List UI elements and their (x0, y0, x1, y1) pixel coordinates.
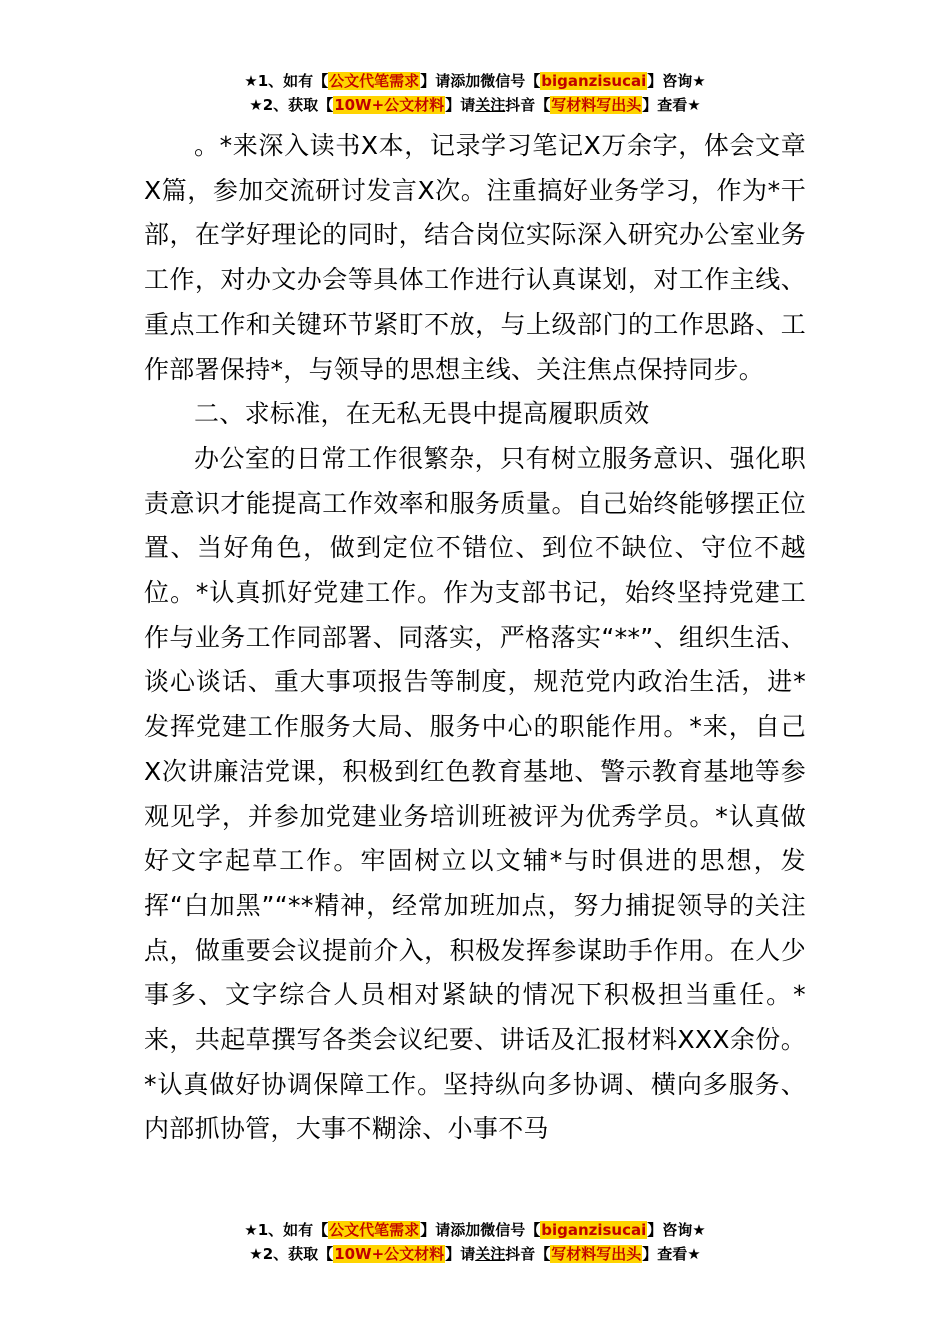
banner-text: 】请 (445, 96, 476, 114)
banner-text: 】查看★ (642, 1245, 701, 1263)
banner-text: 】查看★ (642, 96, 701, 114)
banner-text: 】请添加微信号【 (420, 1221, 541, 1239)
banner-text: 】咨询★ (647, 72, 706, 90)
banner-highlight: biganzisucai (541, 1221, 647, 1239)
banner-highlight: 10W+公文材料 (334, 96, 445, 114)
section-heading: 二、求标准，在无私无畏中提高履职质效 (194, 399, 650, 429)
banner-text: ★2、获取【 (249, 96, 334, 114)
banner-text: 】请添加微信号【 (420, 72, 541, 90)
banner-highlight: 公文代笔需求 (329, 72, 420, 90)
banner-line-1 (0, 69, 950, 93)
banner-highlight: 写材料写出头 (551, 96, 642, 114)
footer-banner (0, 1218, 950, 1266)
banner-line-2 (0, 93, 950, 117)
document-body (144, 124, 806, 1152)
banner-line-1 (0, 1218, 950, 1242)
banner-text: 抖音【 (505, 96, 551, 114)
banner-text: ★1、如有【 (244, 72, 329, 90)
banner-text: 抖音【 (505, 1245, 551, 1263)
banner-highlight: 写材料写出头 (551, 1245, 642, 1263)
paragraph: 。*来深入读书X本，记录学习笔记X万余字，体会文章X篇，参加交流研讨发言X次。注重搞好业务学习，作为*干部，在学好理论的同时，结合岗位实际深入研究办公室业务工作，对办文办会等具体工作进行认真谋划，对工作主线、重点工作和关键环节紧盯不放，与上级部门的工作思路、工作部署保持*，与领导的思想主线、关注焦点保持同步。 (144, 131, 806, 384)
banner-text: ★1、如有【 (244, 1221, 329, 1239)
banner-text: ★2、获取【 (249, 1245, 334, 1263)
banner-line-2 (0, 1242, 950, 1266)
banner-text: 】请 (445, 1245, 476, 1263)
paragraph: 办公室的日常工作很繁杂，只有树立服务意识、强化职责意识才能提高工作效率和服务质量。自己始终能够摆正位置、当好角色，做到定位不错位、到位不缺位、守位不越位。*认真抓好党建工作。作为支部书记，始终坚持党建工作与业务工作同部署、同落实，严格落实“**”、组织生活、谈心谈话、重大事项报告等制度，规范党内政治生活，进*发挥党建工作服务大局、服务中心的职能作用。*来，自己X次讲廉洁党课，积极到红色教育基地、警示教育基地等参观见学，并参加党建业务培训班被评为优秀学员。*认真做好文字起草工作。牢固树立以文辅*与时俱进的思想，发挥“白加黑”“**精神，经常加班加点，努力捕捉领导的关注点，做重要会议提前介入，积极发挥参谋助手作用。在人少事多、文字综合人员相对紧缺的情况下积极担当重任。*来，共起草撰写各类会议纪要、讲话及汇报材料XXX余份。*认真做好协调保障工作。坚持纵向多协调、横向多服务、内部抓协管，大事不糊涂、小事不马 (144, 443, 806, 1144)
banner-highlight: biganzisucai (541, 72, 647, 90)
banner-underlined: 关注 (475, 1245, 506, 1263)
header-banner (0, 69, 950, 117)
banner-text: 】咨询★ (647, 1221, 706, 1239)
banner-highlight: 10W+公文材料 (334, 1245, 445, 1263)
banner-highlight: 公文代笔需求 (329, 1221, 420, 1239)
banner-underlined: 关注 (475, 96, 506, 114)
